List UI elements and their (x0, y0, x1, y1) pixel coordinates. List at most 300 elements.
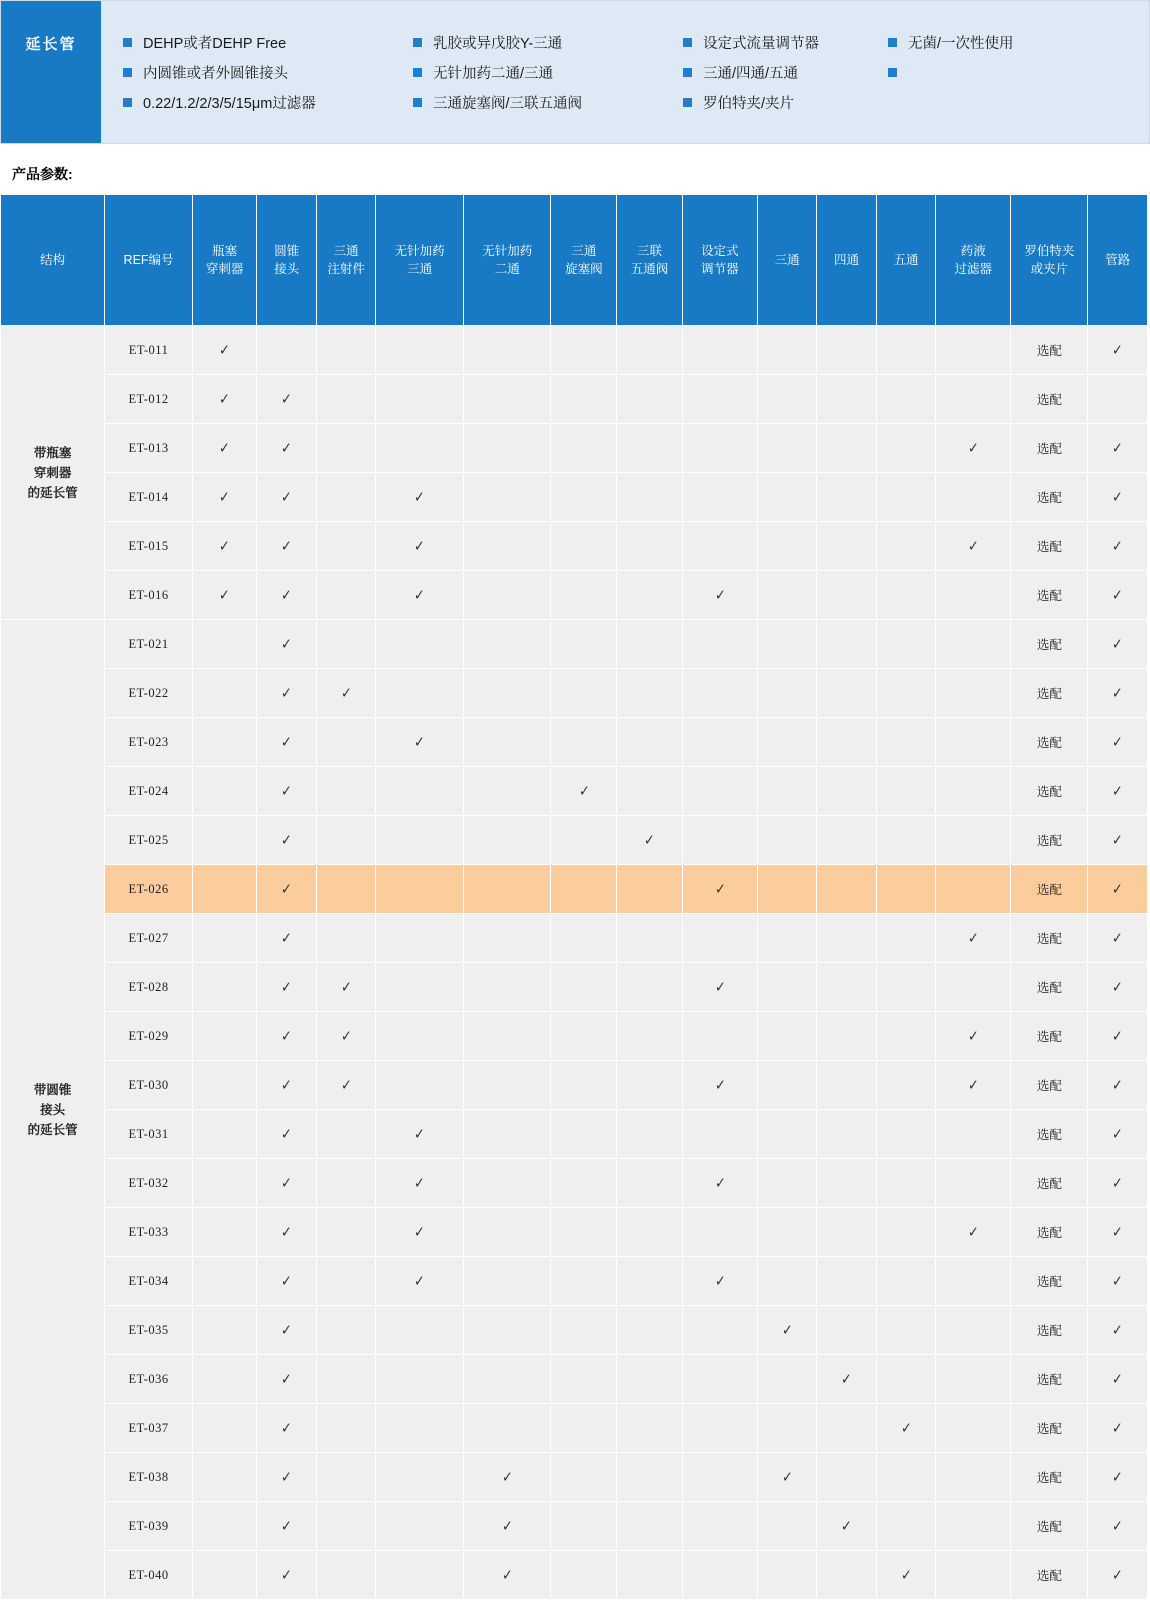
empty-cell (316, 424, 375, 473)
empty-cell (463, 1012, 551, 1061)
empty-cell (192, 1306, 257, 1355)
empty-cell (757, 1502, 816, 1551)
structure-group-label-line: 带瓶塞 (33, 445, 72, 460)
check-cell (757, 1306, 816, 1355)
empty-cell (463, 1355, 551, 1404)
check-icon: ✓ (1112, 341, 1124, 359)
check-icon: ✓ (1112, 1272, 1124, 1290)
check-cell (257, 375, 316, 424)
empty-cell (463, 816, 551, 865)
empty-cell (876, 718, 935, 767)
empty-cell (757, 669, 816, 718)
ref-code-cell: ET-016 (105, 571, 193, 620)
table-col-header (936, 195, 1011, 326)
empty-cell (936, 620, 1011, 669)
table-col-header (757, 195, 816, 326)
check-icon: ✓ (714, 978, 726, 996)
table-col-header-line: 药液 (960, 243, 986, 258)
empty-cell (316, 326, 375, 375)
empty-cell (192, 816, 257, 865)
empty-cell (936, 669, 1011, 718)
empty-cell (192, 669, 257, 718)
empty-cell (936, 1404, 1011, 1453)
empty-cell (463, 669, 551, 718)
table-col-header (1088, 195, 1148, 326)
empty-cell (876, 816, 935, 865)
check-cell (257, 1502, 316, 1551)
check-icon: ✓ (1112, 782, 1124, 800)
banner-item-label: 设定式流量调节器 (703, 35, 819, 52)
check-icon: ✓ (219, 488, 231, 506)
structure-group-label-line: 的延长管 (27, 1122, 78, 1137)
empty-cell (876, 1061, 935, 1110)
empty-cell (316, 1257, 375, 1306)
check-icon: ✓ (1112, 1321, 1124, 1339)
optional-cell: 选配 (1011, 963, 1088, 1012)
empty-cell (376, 1306, 464, 1355)
check-cell (817, 1502, 876, 1551)
check-cell (1088, 865, 1148, 914)
empty-cell (463, 1159, 551, 1208)
optional-cell: 选配 (1011, 1110, 1088, 1159)
check-cell (617, 816, 683, 865)
check-cell (936, 522, 1011, 571)
empty-cell (682, 522, 757, 571)
ref-code-cell: ET-023 (105, 718, 193, 767)
table-row (1, 620, 1148, 669)
check-cell (1088, 1159, 1148, 1208)
check-cell (316, 1012, 375, 1061)
empty-cell (551, 375, 617, 424)
check-cell (257, 1257, 316, 1306)
empty-cell (551, 865, 617, 914)
check-cell (1088, 473, 1148, 522)
check-icon: ✓ (281, 929, 293, 947)
table-row (1, 1208, 1148, 1257)
optional-cell: 选配 (1011, 326, 1088, 375)
check-icon: ✓ (1112, 1370, 1124, 1388)
ref-code-cell: ET-012 (105, 375, 193, 424)
check-icon: ✓ (281, 390, 293, 408)
check-cell (257, 1404, 316, 1453)
empty-cell (876, 424, 935, 473)
check-icon: ✓ (578, 782, 590, 800)
empty-cell (617, 1012, 683, 1061)
empty-cell (316, 816, 375, 865)
ref-code-cell: ET-028 (105, 963, 193, 1012)
square-bullet-icon (413, 68, 422, 77)
check-cell (257, 1012, 316, 1061)
empty-cell (617, 914, 683, 963)
optional-cell: 选配 (1011, 669, 1088, 718)
empty-cell (551, 1208, 617, 1257)
empty-cell (463, 1257, 551, 1306)
check-cell (257, 620, 316, 669)
check-icon: ✓ (414, 1223, 425, 1241)
table-col-header (192, 195, 257, 326)
optional-cell: 选配 (1011, 718, 1088, 767)
empty-cell (936, 963, 1011, 1012)
table-col-header (876, 195, 935, 326)
check-cell (257, 963, 316, 1012)
empty-cell (192, 767, 257, 816)
banner-column-2 (413, 27, 683, 143)
banner-item (413, 57, 683, 87)
empty-cell (192, 1110, 257, 1159)
table-col-header-line: 过滤器 (954, 262, 992, 276)
check-cell (257, 473, 316, 522)
empty-cell (192, 1208, 257, 1257)
table-row (1, 1404, 1148, 1453)
square-bullet-icon (683, 98, 692, 107)
empty-cell (617, 1208, 683, 1257)
check-cell (376, 522, 464, 571)
empty-cell (936, 767, 1011, 816)
empty-cell (876, 620, 935, 669)
table-col-header-line: 三联 (637, 243, 663, 258)
ref-code-cell: ET-021 (105, 620, 193, 669)
check-icon: ✓ (501, 1566, 513, 1584)
ref-code-cell: ET-032 (105, 1159, 193, 1208)
check-cell (936, 424, 1011, 473)
empty-cell (376, 963, 464, 1012)
banner-column-4 (888, 27, 1088, 143)
empty-cell (192, 963, 257, 1012)
empty-cell (463, 914, 551, 963)
table-col-header-line: 注射件 (327, 262, 365, 276)
check-icon: ✓ (340, 978, 352, 996)
check-icon: ✓ (414, 733, 425, 751)
banner-item (888, 87, 1088, 117)
empty-cell (682, 1355, 757, 1404)
check-icon: ✓ (900, 1566, 912, 1584)
empty-cell (192, 1012, 257, 1061)
empty-cell (463, 718, 551, 767)
ref-code-cell: ET-030 (105, 1061, 193, 1110)
empty-cell (551, 1159, 617, 1208)
empty-cell (817, 473, 876, 522)
check-cell (257, 669, 316, 718)
empty-cell (376, 865, 464, 914)
check-cell (1088, 571, 1148, 620)
empty-cell (757, 1551, 816, 1600)
check-cell (257, 767, 316, 816)
empty-cell (817, 522, 876, 571)
check-icon: ✓ (219, 439, 231, 457)
table-col-header (257, 195, 316, 326)
table-col-header (617, 195, 683, 326)
check-cell (1088, 1208, 1148, 1257)
check-icon: ✓ (1112, 1517, 1124, 1535)
empty-cell (817, 963, 876, 1012)
empty-cell (617, 1110, 683, 1159)
empty-cell (192, 718, 257, 767)
optional-cell: 选配 (1011, 914, 1088, 963)
table-row (1, 718, 1148, 767)
check-icon: ✓ (841, 1517, 852, 1535)
table-col-header-line: 旋塞阀 (565, 262, 603, 276)
empty-cell (817, 718, 876, 767)
empty-cell (936, 375, 1011, 424)
check-cell (1088, 1355, 1148, 1404)
square-bullet-icon (888, 68, 897, 77)
check-cell (551, 767, 617, 816)
empty-cell (617, 718, 683, 767)
empty-cell (463, 963, 551, 1012)
empty-cell (682, 1012, 757, 1061)
empty-cell (876, 767, 935, 816)
check-cell (257, 522, 316, 571)
empty-cell (817, 865, 876, 914)
empty-cell (316, 865, 375, 914)
check-cell (1088, 1012, 1148, 1061)
banner-item-label: DEHP或者DEHP Free (143, 35, 287, 52)
table-col-header-line: 无针加药 (394, 243, 445, 258)
empty-cell (551, 816, 617, 865)
check-cell (376, 1257, 464, 1306)
square-bullet-icon (413, 98, 422, 107)
check-cell (376, 1110, 464, 1159)
banner-item (888, 27, 1088, 57)
ref-code-cell: ET-037 (105, 1404, 193, 1453)
empty-cell (817, 767, 876, 816)
check-cell (936, 1208, 1011, 1257)
empty-cell (551, 620, 617, 669)
optional-cell: 选配 (1011, 424, 1088, 473)
empty-cell (316, 571, 375, 620)
table-body (1, 326, 1148, 1600)
ref-code-cell: ET-027 (105, 914, 193, 963)
empty-cell (376, 816, 464, 865)
empty-cell (936, 718, 1011, 767)
empty-cell (617, 1257, 683, 1306)
check-icon: ✓ (340, 1027, 352, 1045)
check-cell (257, 865, 316, 914)
square-bullet-icon (888, 38, 897, 47)
check-cell (257, 1306, 316, 1355)
empty-cell (876, 522, 935, 571)
empty-cell (936, 1110, 1011, 1159)
square-bullet-icon (683, 38, 692, 47)
empty-cell (551, 1306, 617, 1355)
check-cell (192, 473, 257, 522)
check-cell (682, 571, 757, 620)
table-col-header (463, 195, 551, 326)
feature-banner (0, 0, 1150, 144)
check-icon: ✓ (1112, 1174, 1124, 1192)
optional-cell: 选配 (1011, 1257, 1088, 1306)
empty-cell (551, 1551, 617, 1600)
table-col-header-line: 调节器 (701, 262, 739, 276)
empty-cell (817, 1404, 876, 1453)
check-cell (1088, 816, 1148, 865)
empty-cell (463, 473, 551, 522)
check-icon: ✓ (967, 1223, 979, 1241)
empty-cell (551, 473, 617, 522)
empty-cell (817, 1208, 876, 1257)
check-cell (1088, 424, 1148, 473)
empty-cell (682, 767, 757, 816)
banner-item-label: 无菌/一次性使用 (908, 35, 1014, 52)
table-col-header-line: 接头 (274, 262, 300, 276)
table-col-header-line: 四通 (834, 252, 860, 267)
empty-cell (551, 424, 617, 473)
empty-cell (551, 522, 617, 571)
square-bullet-icon (413, 38, 422, 47)
check-icon: ✓ (1112, 831, 1124, 849)
check-icon: ✓ (1112, 537, 1124, 555)
banner-item (123, 27, 413, 57)
check-icon: ✓ (1112, 1468, 1124, 1486)
empty-cell (817, 424, 876, 473)
table-col-header-line: 设定式 (701, 243, 739, 258)
check-cell (257, 816, 316, 865)
ref-code-cell: ET-040 (105, 1551, 193, 1600)
check-cell (192, 375, 257, 424)
check-cell (682, 963, 757, 1012)
empty-cell (817, 816, 876, 865)
empty-cell (936, 865, 1011, 914)
square-bullet-icon (683, 68, 692, 77)
table-col-header-line: 穿刺器 (205, 262, 244, 276)
section-title: 产品参数: (12, 166, 73, 182)
ref-code-cell: ET-022 (105, 669, 193, 718)
empty-cell (376, 767, 464, 816)
empty-cell (617, 571, 683, 620)
table-row (1, 522, 1148, 571)
empty-cell (376, 1502, 464, 1551)
check-cell (1088, 1061, 1148, 1110)
check-cell (817, 1355, 876, 1404)
empty-cell (817, 1061, 876, 1110)
empty-cell (757, 718, 816, 767)
ref-code-cell: ET-013 (105, 424, 193, 473)
check-cell (376, 1159, 464, 1208)
empty-cell (757, 1208, 816, 1257)
table-col-header-line: 三通 (333, 243, 359, 258)
empty-cell (551, 1404, 617, 1453)
table-col-header-line: REF编号 (123, 252, 174, 267)
empty-cell (876, 865, 935, 914)
check-cell (936, 1012, 1011, 1061)
check-cell (1088, 1110, 1148, 1159)
check-icon: ✓ (1112, 880, 1124, 898)
table-row (1, 1502, 1148, 1551)
empty-cell (757, 1404, 816, 1453)
empty-cell (757, 1159, 816, 1208)
check-cell (1088, 963, 1148, 1012)
empty-cell (936, 1502, 1011, 1551)
check-cell (1088, 1257, 1148, 1306)
check-cell (463, 1453, 551, 1502)
check-cell (316, 669, 375, 718)
empty-cell (817, 620, 876, 669)
check-icon: ✓ (219, 390, 231, 408)
check-cell (1088, 1404, 1148, 1453)
empty-cell (192, 914, 257, 963)
empty-cell (192, 1453, 257, 1502)
empty-cell (376, 326, 464, 375)
check-icon: ✓ (781, 1468, 793, 1486)
empty-cell (316, 914, 375, 963)
banner-item-label: 0.22/1.2/2/3/5/15μm过滤器 (143, 95, 316, 112)
check-cell (1088, 1502, 1148, 1551)
empty-cell (376, 669, 464, 718)
empty-cell (617, 1306, 683, 1355)
table-row (1, 816, 1148, 865)
empty-cell (876, 1208, 935, 1257)
empty-cell (463, 1404, 551, 1453)
empty-cell (817, 1012, 876, 1061)
empty-cell (192, 620, 257, 669)
ref-code-cell: ET-035 (105, 1306, 193, 1355)
banner-item-label: 乳胶或异戊胶Y-三通 (433, 35, 563, 52)
check-icon: ✓ (281, 1517, 293, 1535)
table-col-header (1011, 195, 1088, 326)
check-cell (936, 1061, 1011, 1110)
check-icon: ✓ (281, 1419, 293, 1437)
check-cell (376, 718, 464, 767)
table-col-header (376, 195, 464, 326)
empty-cell (757, 1110, 816, 1159)
optional-cell: 选配 (1011, 1159, 1088, 1208)
check-icon: ✓ (967, 1076, 979, 1094)
check-icon: ✓ (781, 1321, 793, 1339)
table-row (1, 1012, 1148, 1061)
structure-group-label-line: 穿刺器 (33, 465, 72, 480)
table-row (1, 571, 1148, 620)
empty-cell (876, 1110, 935, 1159)
banner-item-label: 罗伯特夹/夹片 (703, 95, 795, 112)
table-row (1, 865, 1148, 914)
structure-group-label (1, 620, 105, 1600)
square-bullet-icon (123, 68, 132, 77)
empty-cell (316, 1404, 375, 1453)
check-icon: ✓ (281, 880, 293, 898)
empty-cell (682, 1551, 757, 1600)
table-col-header-line: 三通 (407, 262, 433, 276)
empty-cell (817, 326, 876, 375)
empty-cell (682, 473, 757, 522)
empty-cell (463, 620, 551, 669)
optional-cell: 选配 (1011, 1502, 1088, 1551)
empty-cell (192, 1355, 257, 1404)
empty-cell (682, 669, 757, 718)
banner-item (888, 57, 1088, 87)
check-icon: ✓ (219, 586, 231, 604)
empty-cell (316, 1551, 375, 1600)
empty-cell (682, 424, 757, 473)
check-icon: ✓ (967, 929, 979, 947)
check-icon: ✓ (1112, 684, 1124, 702)
optional-cell: 选配 (1011, 620, 1088, 669)
empty-cell (876, 963, 935, 1012)
check-icon: ✓ (414, 1174, 425, 1192)
table-col-header (316, 195, 375, 326)
optional-cell: 选配 (1011, 375, 1088, 424)
banner-item-label: 三通旋塞阀/三联五通阀 (433, 95, 583, 112)
empty-cell (617, 1453, 683, 1502)
empty-cell (617, 865, 683, 914)
table-row (1, 1257, 1148, 1306)
check-cell (1088, 1551, 1148, 1600)
table-col-header-line: 五通 (893, 252, 919, 267)
table-row (1, 767, 1148, 816)
empty-cell (463, 1208, 551, 1257)
check-cell (257, 1061, 316, 1110)
check-cell (936, 914, 1011, 963)
check-cell (682, 1159, 757, 1208)
